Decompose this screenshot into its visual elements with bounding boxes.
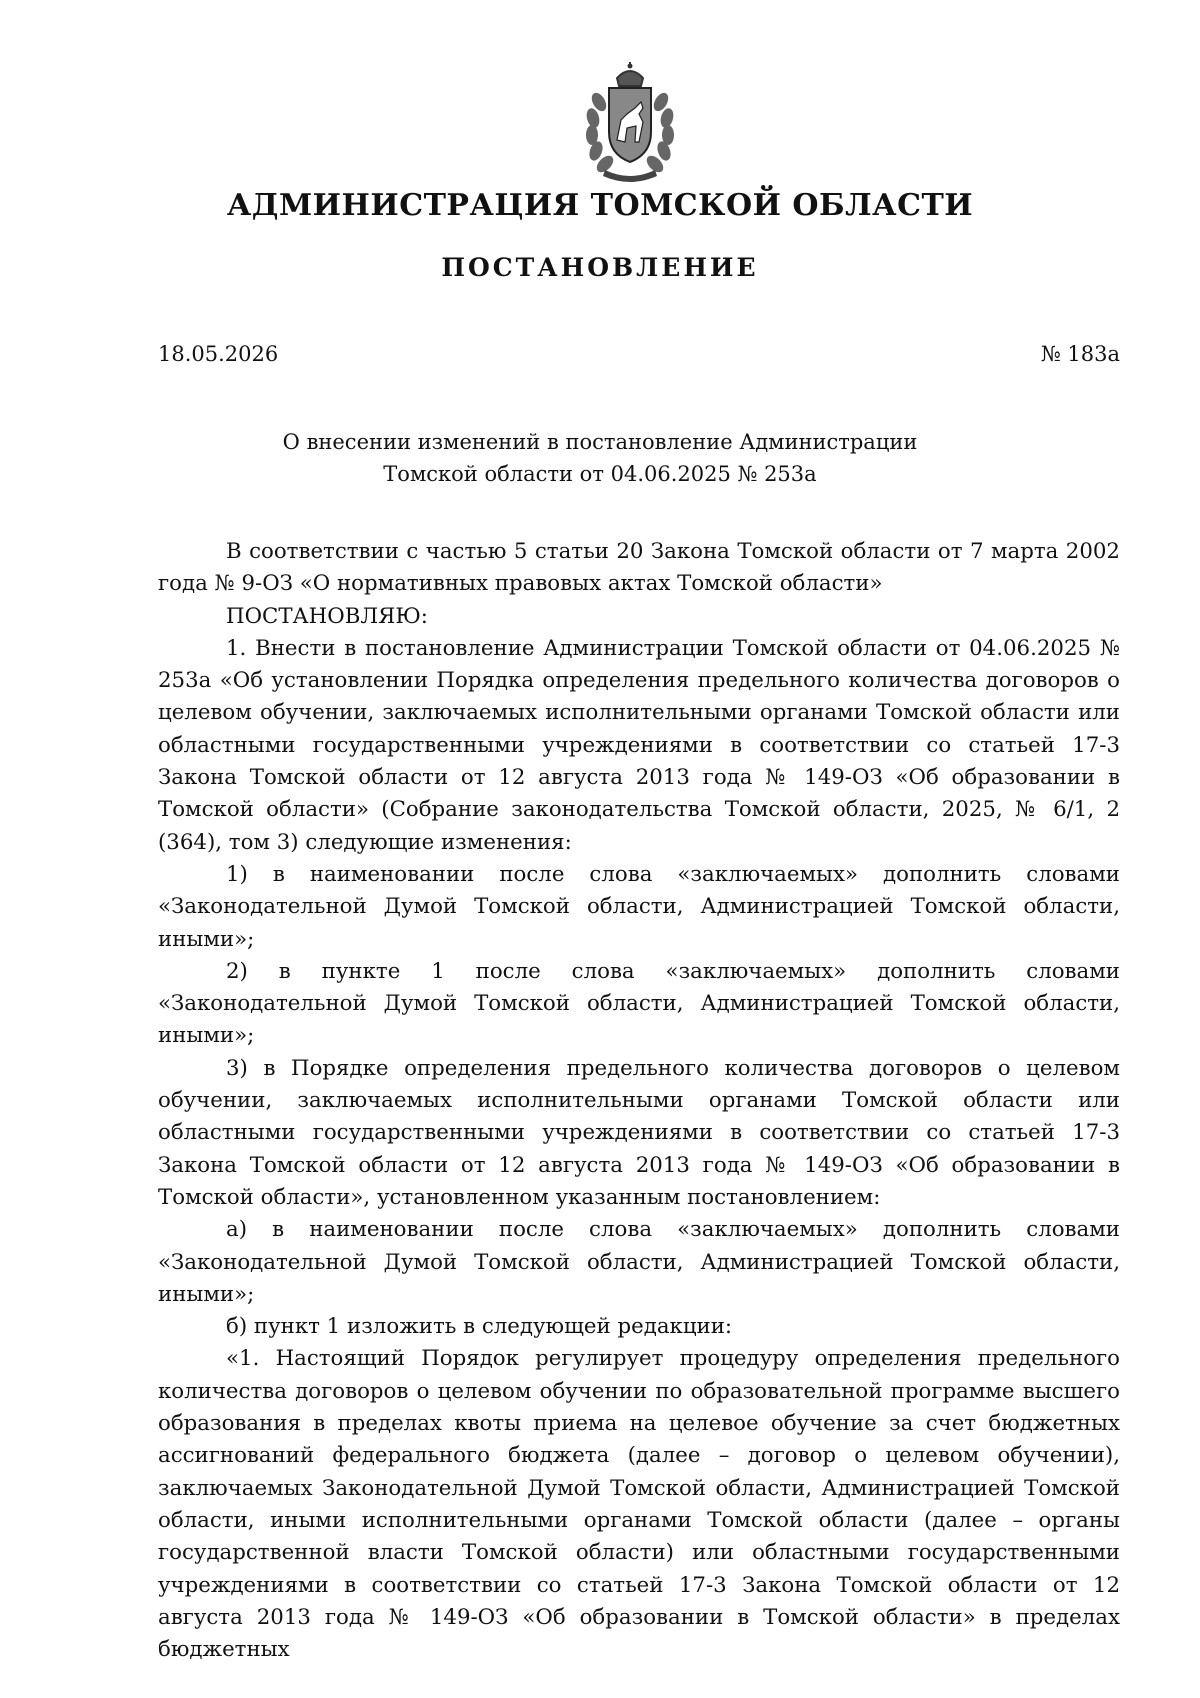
paragraph-subitem-1: 1) в наименовании после слова «заключаемых» дополнить словами «Законодательной Думой Томской области, Администрацией Томской области, иными»; bbox=[158, 861, 1120, 952]
document-body bbox=[158, 536, 1120, 1666]
document-date: 18.05.2026 bbox=[158, 342, 279, 366]
document-number: № 183а bbox=[1040, 342, 1120, 366]
organization-title: АДМИНИСТРАЦИЯ ТОМСКОЙ ОБЛАСТИ bbox=[226, 188, 974, 223]
paragraph-item-1: 1. Внести в постановление Администрации Томской области от 04.06.2025 № 253а «Об установлении Порядка определения предельного количества договоров о целевом обучении, заключаемых исполнительными органами Томской области или областными государственными учреждениями в соответствии со статьей 17-3 Закона Томской области от 12 августа 2013 года № 149-ОЗ «Об образовании в Томской области» (Собрание законодательства Томской области, 2025, № 6/1, 2 (364), том 3) следующие изменения: bbox=[158, 635, 1120, 855]
document-type-title: ПОСТАНОВЛЕНИЕ bbox=[441, 253, 759, 282]
paragraph-decree: ПОСТАНОВЛЯЮ: bbox=[226, 603, 428, 629]
paragraph-subitem-3: 3) в Порядке определения предельного количества договоров о целевом обучении, заключаемых исполнительными органами Томской области или областными государственными учреждениями в соответствии со статьей 17-3 Закона Томской области от 12 августа 2013 года № 149-ОЗ «Об образовании в Томской области», установленном указанным постановлением: bbox=[158, 1055, 1120, 1210]
paragraph-subitem-b: б) пункт 1 изложить в следующей редакции: bbox=[226, 1314, 733, 1340]
subject-line-2: Томской области от 04.06.2025 № 253а bbox=[383, 462, 817, 486]
paragraph-preamble: В соответствии с частью 5 статьи 20 Закона Томской области от 7 марта 2002 года № 9-ОЗ «О нормативных правовых актах Томской области» bbox=[158, 539, 1120, 597]
paragraph-subitem-2: 2) в пункте 1 после слова «заключаемых» дополнить словами «Законодательной Думой Томской области, Администрацией Томской области, иными»; bbox=[158, 958, 1120, 1049]
paragraph-subitem-a: а) в наименовании после слова «заключаемых» дополнить словами «Законодательной Думой Томской области, Администрацией Томской области, иными»; bbox=[158, 1217, 1120, 1307]
coat-of-arms-icon bbox=[565, 62, 695, 182]
document-subject bbox=[0, 426, 1200, 490]
paragraph-quoted-item-1: «1. Настоящий Порядок регулирует процедуру определения предельного количества договоров о целевом обучении по образовательной программе высшего образования в пределах квоты приема на целевое обучение за счет бюджетных ассигнований федерального бюджета (далее – договор о целевом обучении), заключаемых Законодательной Думой Томской области, Администрацией Томской области, иными исполнительными органами Томской области (далее – органы государственной власти Томской области) или областными государственными учреждениями в соответствии со статьей 17-3 Закона Томской области от 12 августа 2013 года № 149-ОЗ «Об образовании в Томской области» в пределах бюджетных bbox=[158, 1346, 1120, 1663]
subject-line-1: О внесении изменений в постановление Администрации bbox=[282, 430, 918, 454]
